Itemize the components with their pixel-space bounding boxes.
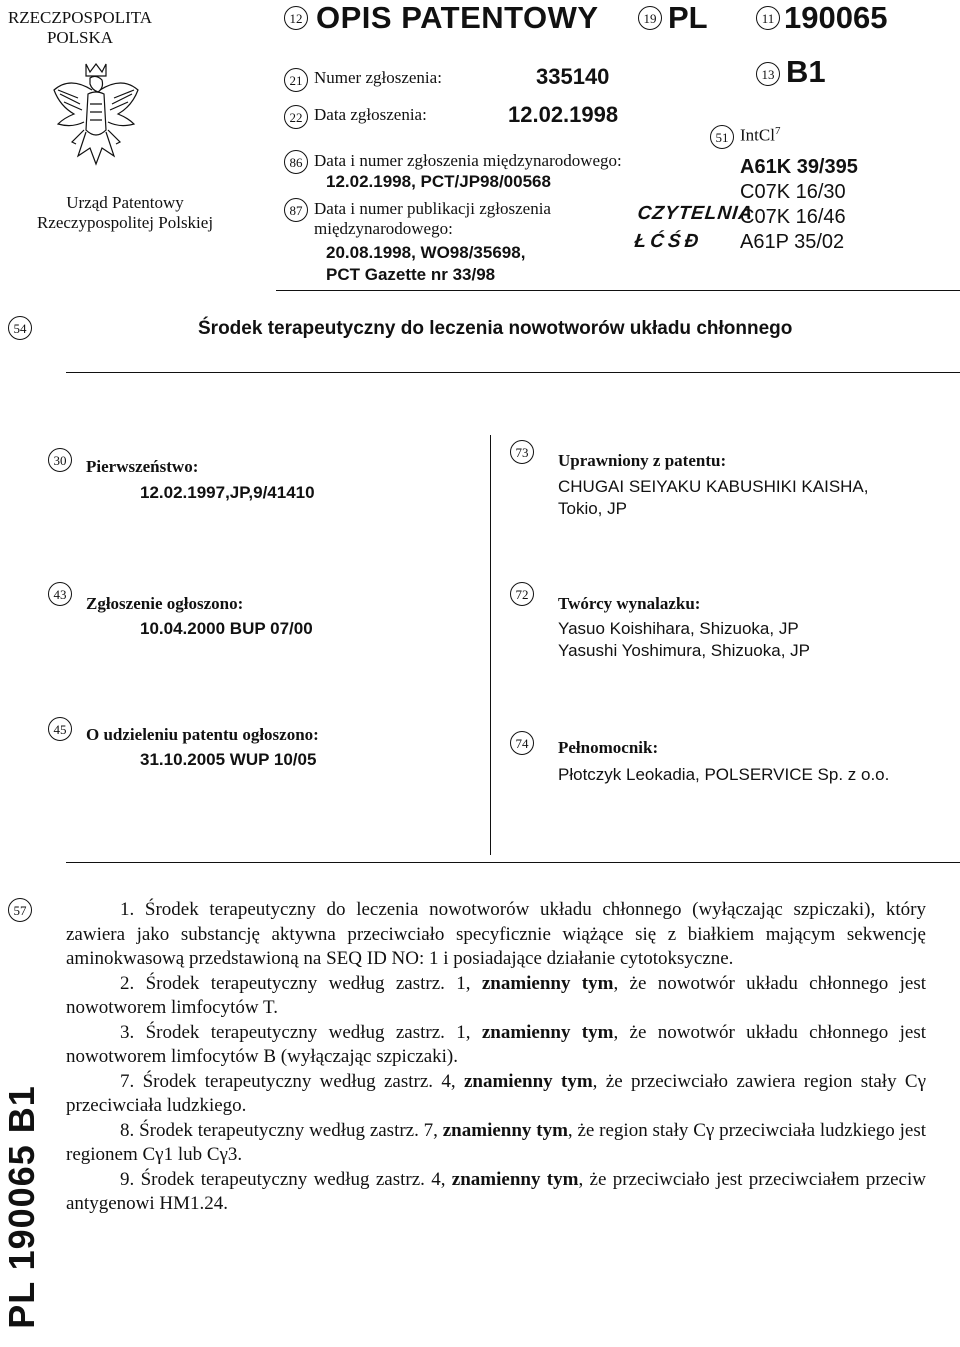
priority-value: 12.02.1997,JP,9/41410: [140, 483, 315, 502]
details-divider: [66, 862, 960, 863]
attorney-value: Płotczyk Leokadia, POLSERVICE Sp. z o.o.: [558, 765, 890, 784]
claim-3: 3. Środek terapeutyczny według zastrz. 1, znamienny tym, że nowotwór układu chłonnego jest nowotworem limfocytów B (wyłączając szpiczaki).: [66, 1021, 926, 1067]
inventors-label: Twórcy wynalazku:: [558, 594, 701, 613]
intcl-version: 7: [774, 125, 781, 137]
inid-code-87: 87: [284, 198, 308, 222]
claim-1: 1. Środek terapeutyczny do leczenia nowotworów układu chłonnego (wyłączając szpiczaki), który zawiera jako substancję aktywna przeciwciało specyficznie wiążące się z białkiem mającym sekwencję aminokwasową przedstawioną na SEQ ID NO: 1 i posiadające działanie cytotoksyczne.: [66, 899, 926, 969]
priority-label: Pierwszeństwo:: [86, 457, 199, 476]
stamp-line-2: ŁĆŚĐ: [633, 231, 704, 252]
eagle-emblem-icon: [50, 60, 142, 172]
intl-publication-value-2: PCT Gazette nr 33/98: [326, 265, 496, 284]
office-line-1: Urząd Patentowy: [66, 193, 184, 212]
inid-code-45: 45: [48, 717, 72, 741]
inid-code-73: 73: [510, 440, 534, 464]
inid-code-51: 51: [710, 125, 734, 149]
inid-code-12: 12: [284, 6, 308, 30]
stamp-line-1: CZYTELNIA: [636, 203, 755, 224]
ipc-primary: A61K 39/395: [740, 156, 858, 178]
inid-code-22: 22: [284, 105, 308, 129]
claim-8: 8. Środek terapeutyczny według zastrz. 7, znamienny tym, że region stały Cγ przeciwciała ludzkiego jest regionem Cγ1 lub Cγ3.: [66, 1119, 927, 1165]
library-stamp: [633, 200, 754, 256]
inid-code-72: 72: [510, 582, 534, 606]
application-date: 12.02.1998: [508, 102, 619, 127]
owner-label: Uprawniony z patentu:: [558, 451, 727, 470]
country-line-1: RZECZPOSPOLITA: [7, 8, 153, 27]
details-column-divider: [490, 435, 491, 855]
inid-code-21: 21: [284, 68, 308, 92]
claim-2: 2. Środek terapeutyczny według zastrz. 1, znamienny tym, że nowotwór układu chłonnego jest nowotworem limfocytów T.: [66, 972, 926, 1018]
intcl-label: [740, 125, 780, 146]
kind-code: B1: [786, 54, 826, 89]
attorney-label: Pełnomocnik:: [558, 738, 659, 757]
country-name: [0, 8, 160, 48]
patent-office-name: [0, 193, 250, 233]
claim-9: 9. Środek terapeutyczny według zastrz. 4, znamienny tym, że przeciwciało jest przeciwciałem przeciw antygenowi HM1.24.: [66, 1168, 926, 1214]
header-divider: [276, 290, 960, 291]
intl-publication-label-2: międzynarodowego:: [314, 219, 453, 238]
granted-value: 31.10.2005 WUP 10/05: [140, 750, 317, 769]
intl-publication-value-1: 20.08.1998, WO98/35698,: [326, 243, 526, 262]
inventor-1: Yasuo Koishihara, Shizuoka, JP: [558, 619, 799, 638]
inid-code-74: 74: [510, 731, 534, 755]
ipc-secondary-3: A61P 35/02: [740, 231, 845, 253]
inid-code-54: 54: [8, 316, 32, 340]
intl-filing-label: Data i numer zgłoszenia międzynarodowego:: [314, 151, 622, 170]
country-code: PL: [668, 0, 708, 35]
invention-title: Środek terapeutyczny do leczenia nowotworów układu chłonnego: [198, 318, 793, 339]
claim-7: 7. Środek terapeutyczny według zastrz. 4, znamienny tym, że przeciwciało zawiera region stały Cγ przeciwciała ludzkiego.: [66, 1070, 927, 1116]
office-line-2: Rzeczypospolitej Polskiej: [36, 213, 214, 232]
country-line-2: POLSKA: [46, 28, 114, 47]
title-divider: [66, 372, 960, 373]
patent-number: 190065: [784, 0, 888, 35]
inid-code-57: 57: [8, 898, 32, 922]
ipc-secondary-2: C07K 16/46: [740, 206, 846, 228]
side-document-label: PL 190065 B1: [1, 1085, 42, 1329]
inid-code-11: 11: [756, 6, 780, 30]
document-title: OPIS PATENTOWY: [316, 0, 599, 35]
intl-publication-label-1: Data i numer publikacji zgłoszenia: [314, 199, 551, 218]
ipc-secondary-1: C07K 16/30: [740, 181, 846, 203]
inventor-2: Yasushi Yoshimura, Shizuoka, JP: [558, 641, 810, 660]
owner-name: CHUGAI SEIYAKU KABUSHIKI KAISHA,: [558, 477, 869, 496]
inid-code-13: 13: [756, 62, 780, 86]
application-date-label: Data zgłoszenia:: [314, 105, 427, 124]
application-number-label: Numer zgłoszenia:: [314, 68, 442, 87]
intl-filing-value: 12.02.1998, PCT/JP98/00568: [326, 172, 551, 191]
granted-label: O udzieleniu patentu ogłoszono:: [86, 725, 319, 744]
application-number: 335140: [536, 64, 610, 89]
inid-code-30: 30: [48, 448, 72, 472]
inid-code-86: 86: [284, 150, 308, 174]
announced-value: 10.04.2000 BUP 07/00: [140, 619, 313, 638]
intcl-label-text: IntCl: [740, 125, 775, 145]
inid-code-43: 43: [48, 582, 72, 606]
owner-city: Tokio, JP: [558, 499, 627, 518]
announced-label: Zgłoszenie ogłoszono:: [86, 594, 244, 613]
inid-code-19: 19: [638, 6, 662, 30]
claims-text: [66, 898, 926, 1217]
